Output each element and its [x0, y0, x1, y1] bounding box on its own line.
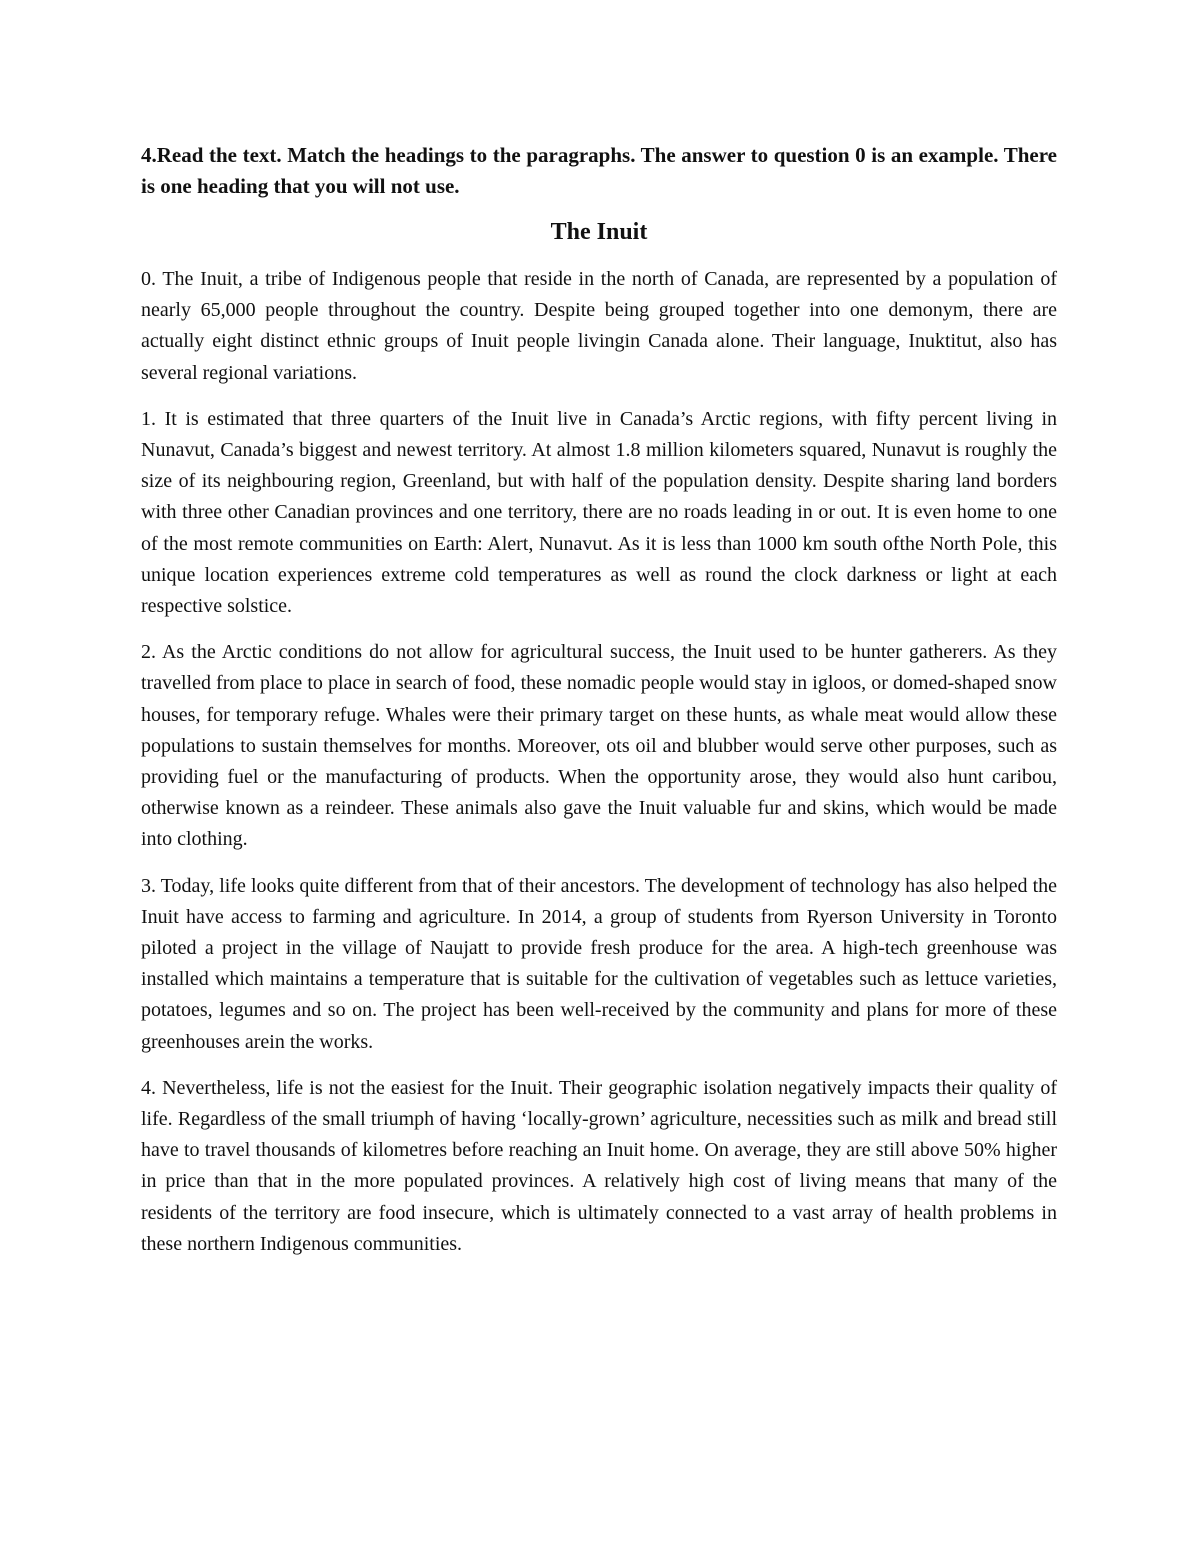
document-page — [141, 140, 1057, 1275]
paragraph-0: 0. The Inuit, a tribe of Indigenous people that reside in the north of Canada, are represented by a population of nearly 65,000 people throughout the country. Despite being grouped together into one demonym, there are actually eight distinct ethnic groups of Inuit people livingin Canada alone. Their language, Inuktitut, also has several regional variations. — [141, 268, 1057, 384]
document-title: The Inuit — [550, 219, 648, 245]
paragraph-2: 2. As the Arctic conditions do not allow for agricultural success, the Inuit used to be hunter gatherers. As they travelled from place to place in search of food, these nomadic people would stay in igloos, or domed-shaped snow houses, for temporary refuge. Whales were their primary target on these hunts, as whale meat would allow these populations to sustain themselves for months. Moreover, ots oil and blubber would serve other purposes, such as providing fuel or the manufacturing of products. When the opportunity arose, they would also hunt caribou, otherwise known as a reindeer. These animals also gave the Inuit valuable fur and skins, which would be made into clothing. — [141, 641, 1057, 851]
exercise-instructions: 4.Read the text. Match the headings to the paragraphs. The answer to question 0 is an example. There is one heading that you will not use. — [141, 143, 1057, 198]
paragraph-1: 1. It is estimated that three quarters of the Inuit live in Canada’s Arctic regions, with fifty percent living in Nunavut, Canada’s biggest and newest territory. At almost 1.8 million kilometers squared, Nunavut is roughly the size of its neighbouring region, Greenland, but with half of the population density. Despite sharing land borders with three other Canadian provinces and one territory, there are no roads leading in or out. It is even home to one of the most remote communities on Earth: Alert, Nunavut. As it is less than 1000 km south ofthe North Pole, this unique location experiences extreme cold temperatures as well as round the clock darkness or light at each respective solstice. — [141, 407, 1057, 618]
paragraph-3: 3. Today, life looks quite different from that of their ancestors. The development of technology has also helped the Inuit have access to farming and agriculture. In 2014, a group of students from Ryerson University in Toronto piloted a project in the village of Naujatt to provide fresh produce for the area. A high-tech greenhouse was installed which maintains a temperature that is suitable for the cultivation of vegetables such as lettuce varieties, potatoes, legumes and so on. The project has been well-received by the community and plans for more of these greenhouses arein the works. — [141, 874, 1057, 1053]
paragraph-4: 4. Nevertheless, life is not the easiest for the Inuit. Their geographic isolation negatively impacts their quality of life. Regardless of the small triumph of having ‘locally-grown’ agriculture, necessities such as milk and bread still have to travel thousands of kilometres before reaching an Inuit home. On average, they are still above 50% higher in price than that in the more populated provinces. A relatively high cost of living means that many of the residents of the territory are food insecure, which is ultimately connected to a vast array of health problems in these northern Indigenous communities. — [141, 1076, 1057, 1255]
